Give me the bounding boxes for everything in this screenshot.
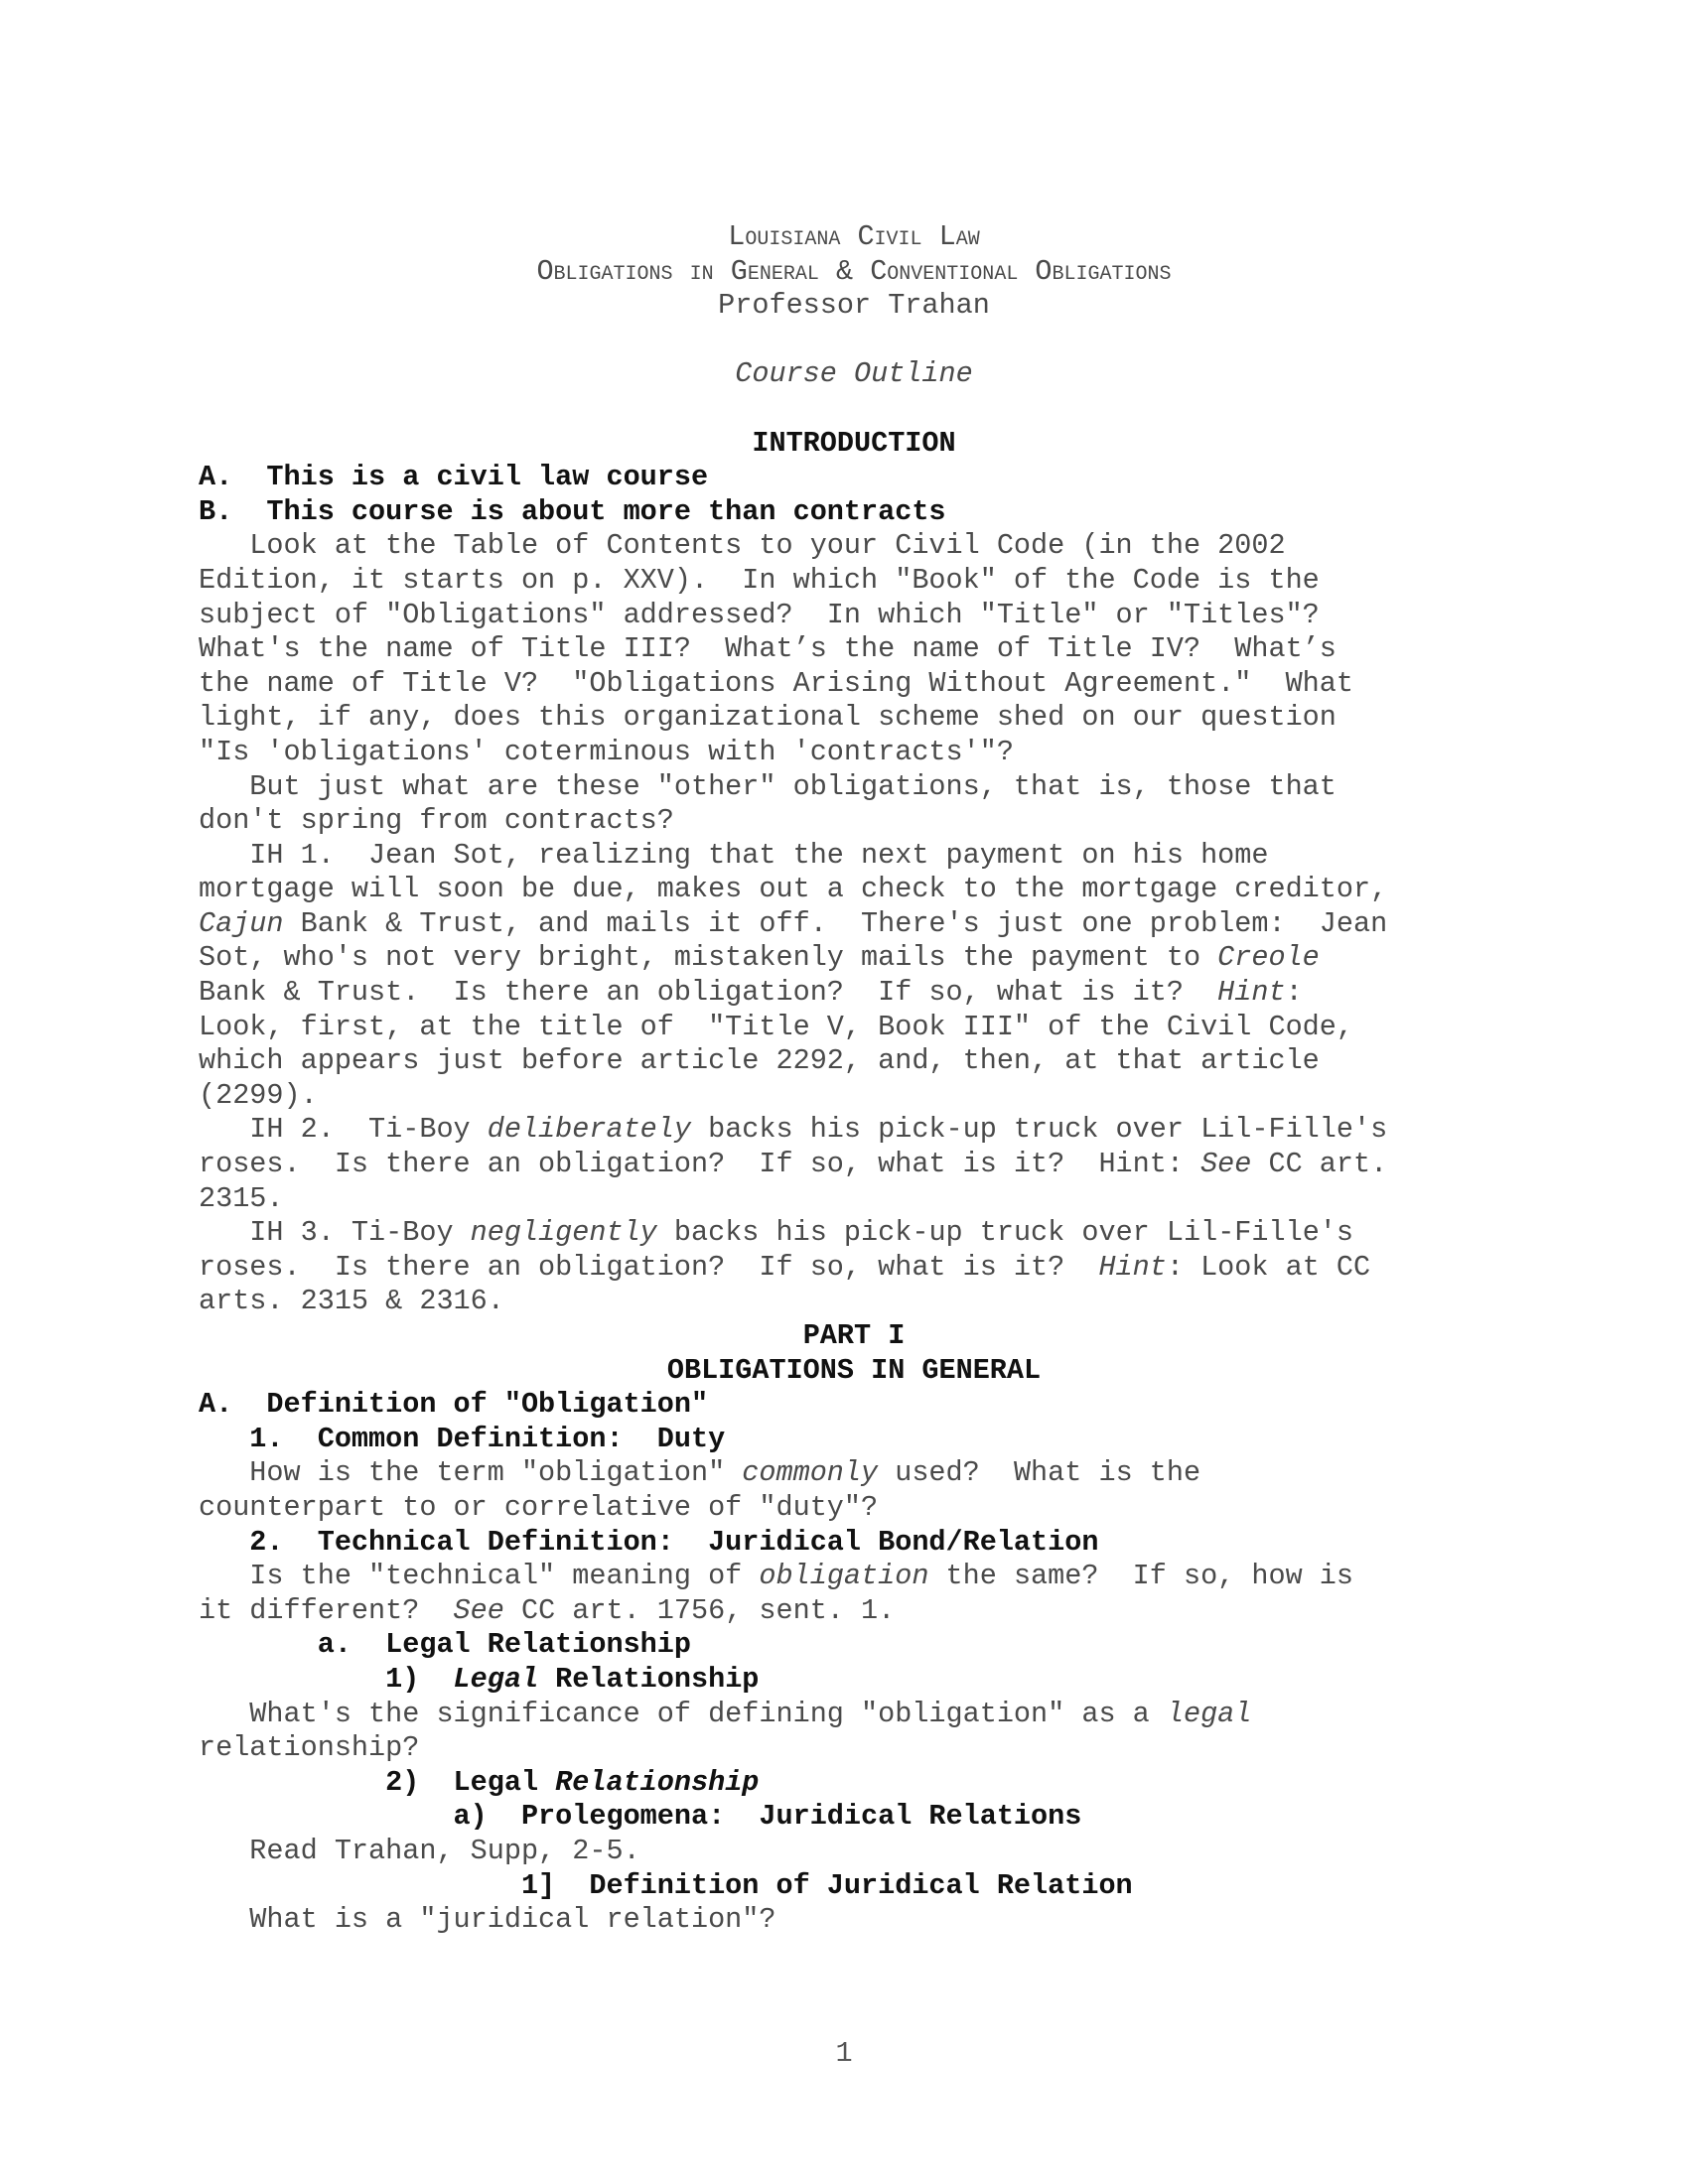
subsection-2-text: Is the "technical" meaning of obligation the same? If so, how is (199, 1560, 1354, 1593)
subsection-1-heading: 1. Common Definition: Duty (199, 1422, 726, 1455)
section-a-heading: A. Definition of "Obligation" (199, 1388, 709, 1422)
doc-title: Louisiana Civil Law (728, 220, 980, 253)
professor-name: Professor Trahan (718, 289, 990, 323)
document-page: Louisiana Civil Law Obligations in General & Conventional Obligations Professor Trahan Course Outline INTRODUCTION A. This is a civil law course B. This course is about more than contracts Look at the Table of Contents to your Civil Code (in the 2002 Edition, it starts on p. XXV). In which "Book" of the Code is the subject of "Obligations" addressed? In which "Title" or "Titles"? What's the name of Title III? What’s the name of Title IV? What’s the name of Title V? "Obligations Arising Without Agreement." What light, if any, does this organizational scheme shed on our question "Is 'obligations' coterminous with 'contracts'"? But just what are these "other" obligations, that is, those that don't spring from contracts? IH 1. Jean Sot, realizing that the next payment on his home mortgage will soon be due, makes out a check to the mortgage creditor, Cajun Bank & Trust, and mails it off. There's just one problem: Jean Sot, who's not very bright, mistakenly mails the payment to Creole Bank & Trust. Is there an obligation? If so, what is it? Hint: Look, first, at the title of "Title V, Book III" of the Civil Code, which appears just before article 2292, and, then, at that article (2299). IH 2. Ti-Boy deliberately backs his pick-up truck over Lil-Fille's roses. Is there an obligation? If so, what is it? Hint: See CC art. 2315. IH 3. Ti-Boy negligently backs his pick-up truck over Lil-Fille's roses. Is there an obligation? If so, what is it? Hint: Look at CC arts. 2315 & 2316. PART I OBLIGATIONS IN GENERAL A. Definition of "Obligation" 1. Common Definition: Duty How is the term "obligation" commonly used? What is the counterpart to or correlative of "duty"? 2. Technical Definition: Juridical Bond/Relation Is the "technical" meaning of obligation the same? If so, how is it different? See CC art. 1756, sent. 1. a. Legal Relationship 1) Legal Relationship What's the significance of defining "obligation" as a legal relationship? 2) Legal Relationship a) Prolegomena: Juridical Relations Read Trahan, Supp, 2-5. 1] Definition of Juridical Relation What is a "juridical relation"? (199, 220, 1509, 1938)
intro-heading: INTRODUCTION (752, 426, 956, 460)
doc-subtitle: Course Outline (735, 357, 973, 391)
subsection-a2a1-heading: 1] Definition of Juridical Relation (199, 1868, 1133, 1902)
subsection-a-heading: a. Legal Relationship (199, 1628, 691, 1662)
subsection-a1-heading: 1) Legal Relationship (199, 1662, 760, 1696)
subsection-a2a-heading: a) Prolegomena: Juridical Relations (199, 1800, 1082, 1834)
intro-item-a: A. This is a civil law course (199, 461, 709, 494)
hypothetical-2: IH 2. Ti-Boy deliberately backs his pick-up truck over Lil-Fille's roses. Is there an obligation? If so, what is it? Hint: See CC art. 2315. (199, 1113, 1388, 1215)
intro-paragraph-1: Look at the Table of Contents to your Civil Code (in the 2002 Edition, it starts on p. XXV). In which "Book" of the Code is the subject of "Obligations" addressed? In which "Title" or "Titles"? What's the name of Title III? What’s the name of Title IV? What’s the name of Title V? "Obligations Arising Without Agreement." What light, if any, does this organizational scheme shed on our question "Is 'obligations' coterminous with 'contracts'"? (199, 529, 1353, 768)
part-title: OBLIGATIONS IN GENERAL (666, 1353, 1042, 1387)
subsection-a2-heading: 2) Legal Relationship (199, 1765, 760, 1799)
course-name: Obligations in General & Conventional Obligations (536, 254, 1172, 288)
part-heading: PART I (802, 1319, 906, 1352)
page-number: 1 (835, 2037, 853, 2070)
subsection-a2a1-text: What is a "juridical relation"? (199, 1903, 776, 1937)
subsection-1-text: How is the term "obligation" commonly used? What is the (199, 1456, 1201, 1490)
intro-paragraph-2: But just what are these "other" obligations, that is, those that don't spring from contracts? (199, 769, 1336, 838)
hypothetical-1: IH 1. Jean Sot, realizing that the next payment on his home mortgage will soon be due, makes out a check to the mortgage creditor, Cajun Bank & Trust, and mails it off. There's just one problem: Jean Sot, who's not very bright, mistakenly mails the payment to Creole Bank & Trust. Is there an obligation? If so, what is it? Hint: Look, first, at the title of "Title V, Book III" of the Civil Code, which appears just before article 2292, and, then, at that article (2299). (199, 838, 1388, 1112)
intro-item-b: B. This course is about more than contracts (199, 494, 946, 528)
hypothetical-3: IH 3. Ti-Boy negligently backs his pick-up truck over Lil-Fille's roses. Is there an obligation? If so, what is it? Hint: Look at CC arts. 2315 & 2316. (199, 1216, 1371, 1318)
subsection-2-heading: 2. Technical Definition: Juridical Bond/Relation (199, 1525, 1099, 1559)
subsection-a1-text: What's the significance of defining "obligation" as a legal (199, 1697, 1252, 1730)
subsection-a2a-text: Read Trahan, Supp, 2-5. (199, 1834, 640, 1867)
